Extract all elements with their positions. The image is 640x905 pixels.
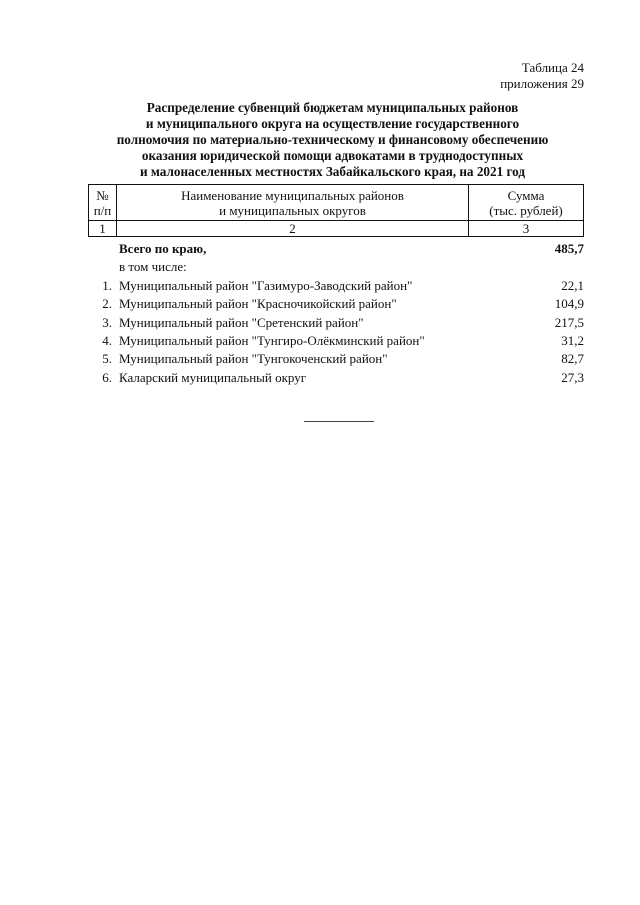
header-num-line2: п/п [93, 202, 112, 218]
total-row [88, 240, 584, 258]
header-num-line1: № [96, 187, 109, 203]
row-number: 3. [102, 314, 112, 330]
row-number: 6. [102, 369, 112, 385]
title-line: оказания юридической помощи адвокатами в труднодоступных [141, 148, 524, 163]
total-label: Всего по краю, [119, 241, 207, 256]
table-header [88, 184, 584, 237]
column-number: 1 [89, 221, 117, 237]
header-num [89, 185, 117, 221]
title-line: и малонаселенных местностях Забайкальского края, на 2021 год [139, 164, 526, 179]
row-value: 82,7 [561, 351, 584, 367]
header-name-line1: Наименование муниципальных районов [181, 187, 404, 203]
row-name: Муниципальный район "Тунгокоченский район" [119, 351, 388, 367]
document-title [70, 100, 595, 180]
table-number: Таблица 24 [521, 60, 584, 75]
row-name: Каларский муниципальный округ [119, 369, 307, 385]
table-row [88, 369, 584, 387]
total-value: 485,7 [554, 241, 584, 256]
table-reference [500, 60, 584, 92]
column-number: 2 [117, 221, 469, 237]
header-row [89, 185, 584, 221]
row-number: 2. [102, 296, 112, 312]
subheading-row [88, 258, 584, 276]
header-sum [469, 185, 584, 221]
column-number-row [89, 221, 584, 237]
table-row [88, 332, 584, 350]
row-value: 217,5 [554, 314, 584, 330]
table-body [88, 240, 584, 387]
table-row [88, 295, 584, 313]
subheading-label: в том числе: [119, 259, 187, 275]
row-name: Муниципальный район "Тунгиро-Олёкминский район" [119, 332, 425, 348]
end-divider [304, 421, 374, 422]
table-row [88, 350, 584, 368]
column-number: 3 [469, 221, 584, 237]
row-value: 31,2 [561, 332, 584, 348]
table-row [88, 277, 584, 295]
table-row [88, 314, 584, 332]
row-number: 5. [102, 351, 112, 367]
header-sum-line2: (тыс. рублей) [489, 202, 563, 218]
row-name: Муниципальный район "Сретенский район" [119, 314, 364, 330]
row-number: 1. [102, 277, 112, 293]
header-name [117, 185, 469, 221]
title-line: и муниципального округа на осуществление государственного [145, 116, 520, 131]
appendix-number: приложения 29 [500, 76, 584, 91]
row-value: 22,1 [561, 277, 584, 293]
title-line: полномочия по материально-техническому и финансовому обеспечению [116, 132, 549, 147]
title-line: Распределение субвенций бюджетам муниципальных районов [146, 100, 519, 115]
row-name: Муниципальный район "Газимуро-Заводский район" [119, 277, 413, 293]
header-sum-line1: Сумма [507, 187, 545, 203]
row-name: Муниципальный район "Красночикойский район" [119, 296, 397, 312]
row-value: 27,3 [561, 369, 584, 385]
row-value: 104,9 [554, 296, 584, 312]
row-number: 4. [102, 332, 112, 348]
header-name-line2: и муниципальных округов [219, 202, 366, 218]
